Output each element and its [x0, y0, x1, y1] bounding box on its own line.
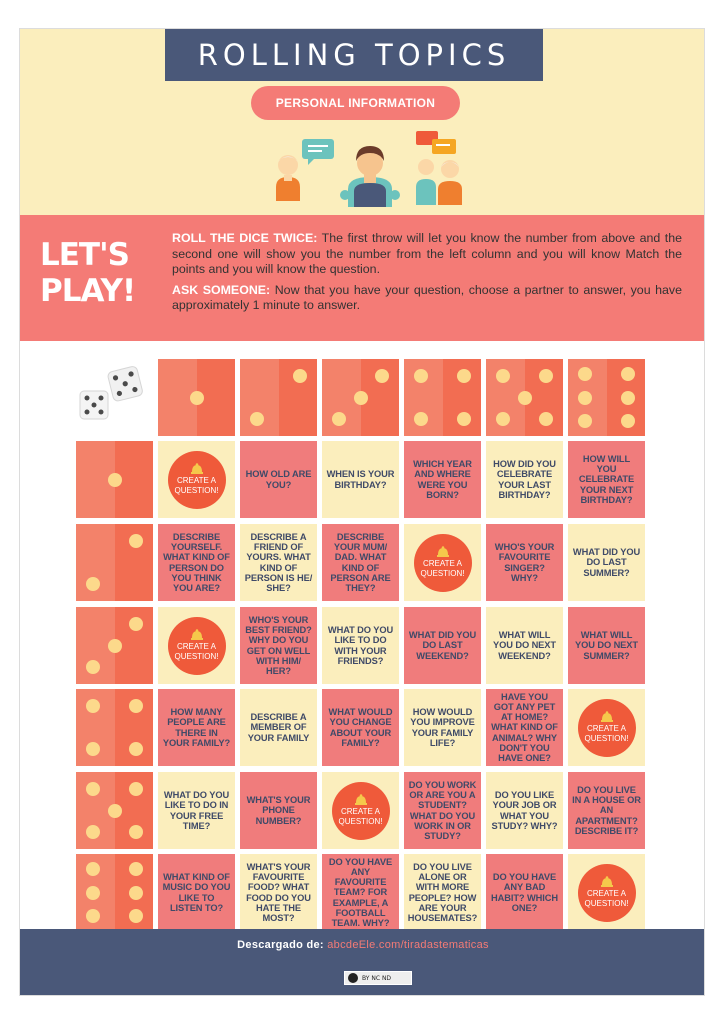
- die-pip-icon: [86, 909, 100, 923]
- create-question-cell: [158, 441, 235, 518]
- column-die-4: [404, 359, 481, 436]
- question-text: WHO'S YOUR FAVOURITE SINGER? WHY?: [494, 542, 555, 583]
- question-cell: [486, 689, 563, 766]
- create-question-badge: [578, 699, 636, 757]
- die-pip-icon: [86, 660, 100, 674]
- question-text: HOW MANY PEOPLE ARE THERE IN YOUR FAMILY?: [162, 707, 231, 748]
- dice-pair-icon: [76, 361, 156, 431]
- question-text: WHAT DID YOU DO LAST WEEKEND?: [408, 630, 477, 661]
- question-cell: [568, 441, 645, 518]
- person-center-icon: [340, 146, 400, 207]
- question-text: DESCRIBE YOUR MUM/ DAD. WHAT KIND OF PERSON ARE THEY?: [330, 531, 391, 593]
- create-question-badge: [168, 617, 226, 675]
- column-die-2: [240, 359, 317, 436]
- license-text: BY NC ND: [362, 974, 392, 982]
- create-question-cell: [568, 689, 645, 766]
- row-die-2: [76, 524, 153, 601]
- question-text: WHAT'S YOUR PHONE NUMBER?: [246, 795, 311, 826]
- question-text: WHEN IS YOUR BIRTHDAY?: [326, 469, 395, 490]
- bell-icon: [599, 876, 615, 887]
- question-text: WHAT WILL YOU DO NEXT WEEKEND?: [493, 630, 556, 661]
- question-text: DO YOU HAVE ANY FAVOURITE TEAM? FOR EXAMPLE, A FOOTBALL TEAM. WHY?: [328, 856, 393, 929]
- lets-play-line2: PLAY!: [40, 273, 136, 309]
- die-pip-icon: [129, 862, 143, 876]
- question-cell: [240, 441, 317, 518]
- question-cell: [240, 524, 317, 601]
- die-pip-icon: [621, 391, 635, 405]
- die-pip-icon: [86, 886, 100, 900]
- die-pip-icon: [129, 699, 143, 713]
- die-pip-icon: [86, 782, 100, 796]
- create-question-label: CREATE A QUESTION!: [174, 476, 219, 495]
- create-question-badge: [414, 534, 472, 592]
- rule-roll-dice: [172, 231, 682, 278]
- rule-ask-someone-title: ASK SOMEONE:: [172, 282, 271, 297]
- rule-ask-someone-text: Now that you have your question, choose a partner to answer, you have approximately 1 minute to answer.: [172, 282, 682, 313]
- person-right-icon: [416, 131, 462, 205]
- die-pip-icon: [578, 391, 592, 405]
- create-question-cell: [568, 854, 645, 931]
- question-cell: [322, 607, 399, 684]
- lets-play-line1: LET'S: [40, 237, 129, 273]
- die-pip-icon: [86, 825, 100, 839]
- page-title: ROLLING TOPICS: [197, 38, 511, 72]
- question-cell: [486, 772, 563, 849]
- question-cell: [486, 441, 563, 518]
- question-text: HOW WOULD YOU IMPROVE YOUR FAMILY LIFE?: [410, 707, 475, 748]
- die-pip-icon: [375, 369, 389, 383]
- bell-icon: [353, 794, 369, 805]
- create-question-label: CREATE A QUESTION!: [584, 724, 629, 743]
- bell-icon: [189, 463, 205, 474]
- question-text: DESCRIBE A MEMBER OF YOUR FAMILY: [247, 712, 310, 743]
- bell-icon: [599, 711, 615, 722]
- question-text: DO YOU LIVE IN A HOUSE OR AN APARTMENT? DESCRIBE IT?: [572, 784, 641, 836]
- question-cell: [322, 689, 399, 766]
- die-pip-icon: [496, 369, 510, 383]
- die-pip-icon: [518, 391, 532, 405]
- column-die-1: [158, 359, 235, 436]
- die-pip-icon: [108, 473, 122, 487]
- die-pip-icon: [108, 639, 122, 653]
- die-pip-icon: [129, 886, 143, 900]
- die-pip-icon: [621, 367, 635, 381]
- question-cell: [240, 689, 317, 766]
- question-text: DESCRIBE A FRIEND OF YOURS. WHAT KIND OF PERSON IS HE/ SHE?: [244, 531, 313, 593]
- footer-credit: [20, 939, 705, 951]
- question-cell: [158, 772, 235, 849]
- question-cell: [240, 772, 317, 849]
- rule-ask-someone: [172, 283, 682, 314]
- die-pip-icon: [457, 412, 471, 426]
- title-banner: [165, 29, 543, 81]
- footer-link[interactable]: abcdeEle.com/tiradastematicas: [327, 939, 489, 951]
- question-grid: [20, 341, 705, 929]
- die-pip-icon: [129, 782, 143, 796]
- die-pip-icon: [539, 369, 553, 383]
- die-pip-icon: [129, 617, 143, 631]
- question-text: WHAT'S YOUR FAVOURITE FOOD? WHAT FOOD DO YOU HATE THE MOST?: [246, 861, 311, 923]
- worksheet-page: [19, 28, 705, 996]
- header-section: [20, 29, 705, 215]
- question-cell: [240, 607, 317, 684]
- question-text: DESCRIBE YOURSELF. WHAT KIND OF PERSON DO YOU THINK YOU ARE?: [163, 531, 230, 593]
- question-cell: [568, 524, 645, 601]
- die-pip-icon: [129, 742, 143, 756]
- question-cell: [240, 854, 317, 931]
- footer-label: Descargado de:: [237, 939, 328, 951]
- question-text: WHAT DID YOU DO LAST SUMMER?: [572, 547, 641, 578]
- question-text: HOW DID YOU CELEBRATE YOUR LAST BIRTHDAY?: [493, 459, 556, 500]
- create-question-badge: [168, 451, 226, 509]
- die-pip-icon: [129, 825, 143, 839]
- die-pip-icon: [108, 804, 122, 818]
- create-question-label: CREATE A QUESTION!: [584, 889, 629, 908]
- question-text: HOW OLD ARE YOU?: [245, 469, 312, 490]
- die-pip-icon: [457, 369, 471, 383]
- question-cell: [322, 441, 399, 518]
- die-pip-icon: [86, 699, 100, 713]
- question-cell: [568, 772, 645, 849]
- rule-roll-dice-text: The first throw will let you know the number from above and the second one will show you the number from the left column and you will know Match the points and you will know the question.: [172, 231, 682, 277]
- die-pip-icon: [250, 412, 264, 426]
- question-cell: [404, 689, 481, 766]
- page-subtitle: PERSONAL INFORMATION: [275, 96, 436, 110]
- question-cell: [568, 607, 645, 684]
- question-cell: [486, 607, 563, 684]
- question-cell: [404, 441, 481, 518]
- question-cell: [486, 524, 563, 601]
- row-die-3: [76, 607, 153, 684]
- column-die-5: [486, 359, 563, 436]
- die-pip-icon: [578, 414, 592, 428]
- bell-icon: [189, 629, 205, 640]
- question-text: WHAT DO YOU LIKE TO DO IN YOUR FREE TIME?: [163, 790, 230, 831]
- die-pip-icon: [86, 577, 100, 591]
- die-pip-icon: [332, 412, 346, 426]
- die-pip-icon: [414, 412, 428, 426]
- question-text: DO YOU WORK OR ARE YOU A STUDENT? WHAT DO YOU WORK IN OR STUDY?: [408, 779, 477, 841]
- license-badge: [344, 971, 412, 985]
- row-die-5: [76, 772, 153, 849]
- row-die-1: [76, 441, 153, 518]
- die-pip-icon: [354, 391, 368, 405]
- subtitle-pill: [251, 86, 460, 120]
- question-text: HOW WILL YOU CELEBRATE YOUR NEXT BIRTHDAY?: [578, 453, 635, 505]
- question-text: DO YOU HAVE ANY BAD HABIT? WHICH ONE?: [491, 872, 558, 913]
- question-text: WHICH YEAR AND WHERE WERE YOU BORN?: [413, 459, 472, 500]
- question-text: WHO'S YOUR BEST FRIEND? WHY DO YOU GET ON WELL WITH HIM/ HER?: [245, 614, 312, 676]
- question-text: WHAT KIND OF MUSIC DO YOU LIKE TO LISTEN TO?: [162, 872, 231, 913]
- create-question-label: CREATE A QUESTION!: [174, 642, 219, 661]
- question-text: WHAT WILL YOU DO NEXT SUMMER?: [575, 630, 638, 661]
- question-cell: [404, 772, 481, 849]
- question-cell: [486, 854, 563, 931]
- create-question-cell: [322, 772, 399, 849]
- question-cell: [158, 524, 235, 601]
- column-die-3: [322, 359, 399, 436]
- die-pip-icon: [539, 412, 553, 426]
- question-text: WHAT WOULD YOU CHANGE ABOUT YOUR FAMILY?: [328, 707, 393, 748]
- row-die-6: [76, 854, 153, 931]
- create-question-badge: [332, 782, 390, 840]
- die-pip-icon: [129, 909, 143, 923]
- cc-icon: [348, 973, 358, 983]
- create-question-label: CREATE A QUESTION!: [338, 807, 383, 826]
- die-pip-icon: [414, 369, 428, 383]
- question-text: DO YOU LIKE YOUR JOB OR WHAT YOU STUDY? WHY?: [491, 790, 558, 831]
- question-cell: [322, 524, 399, 601]
- question-text: HAVE YOU GOT ANY PET AT HOME? WHAT KIND OF ANIMAL? WHY DON'T YOU HAVE ONE?: [491, 691, 558, 764]
- question-cell: [158, 854, 235, 931]
- footer: [20, 929, 705, 996]
- create-question-cell: [158, 607, 235, 684]
- die-pip-icon: [129, 534, 143, 548]
- bell-icon: [435, 546, 451, 557]
- create-question-badge: [578, 864, 636, 922]
- column-die-6: [568, 359, 645, 436]
- die-pip-icon: [293, 369, 307, 383]
- die-pip-icon: [190, 391, 204, 405]
- die-pip-icon: [496, 412, 510, 426]
- question-text: WHAT DO YOU LIKE TO DO WITH YOUR FRIENDS?: [327, 625, 394, 666]
- create-question-label: CREATE A QUESTION!: [420, 559, 465, 578]
- create-question-cell: [404, 524, 481, 601]
- people-talking-illustration: [250, 129, 490, 209]
- lets-play-heading: [40, 237, 150, 309]
- die-pip-icon: [621, 414, 635, 428]
- instructions-section: [20, 215, 705, 341]
- question-cell: [322, 854, 399, 931]
- rules-text: [172, 231, 682, 319]
- row-die-4: [76, 689, 153, 766]
- rule-roll-dice-title: ROLL THE DICE TWICE:: [172, 231, 318, 245]
- die-pip-icon: [86, 742, 100, 756]
- person-left-icon: [276, 139, 334, 201]
- question-cell: [404, 854, 481, 931]
- question-cell: [404, 607, 481, 684]
- question-cell: [158, 689, 235, 766]
- question-text: DO YOU LIVE ALONE OR WITH MORE PEOPLE? HOW ARE YOUR HOUSEMATES?: [407, 861, 478, 923]
